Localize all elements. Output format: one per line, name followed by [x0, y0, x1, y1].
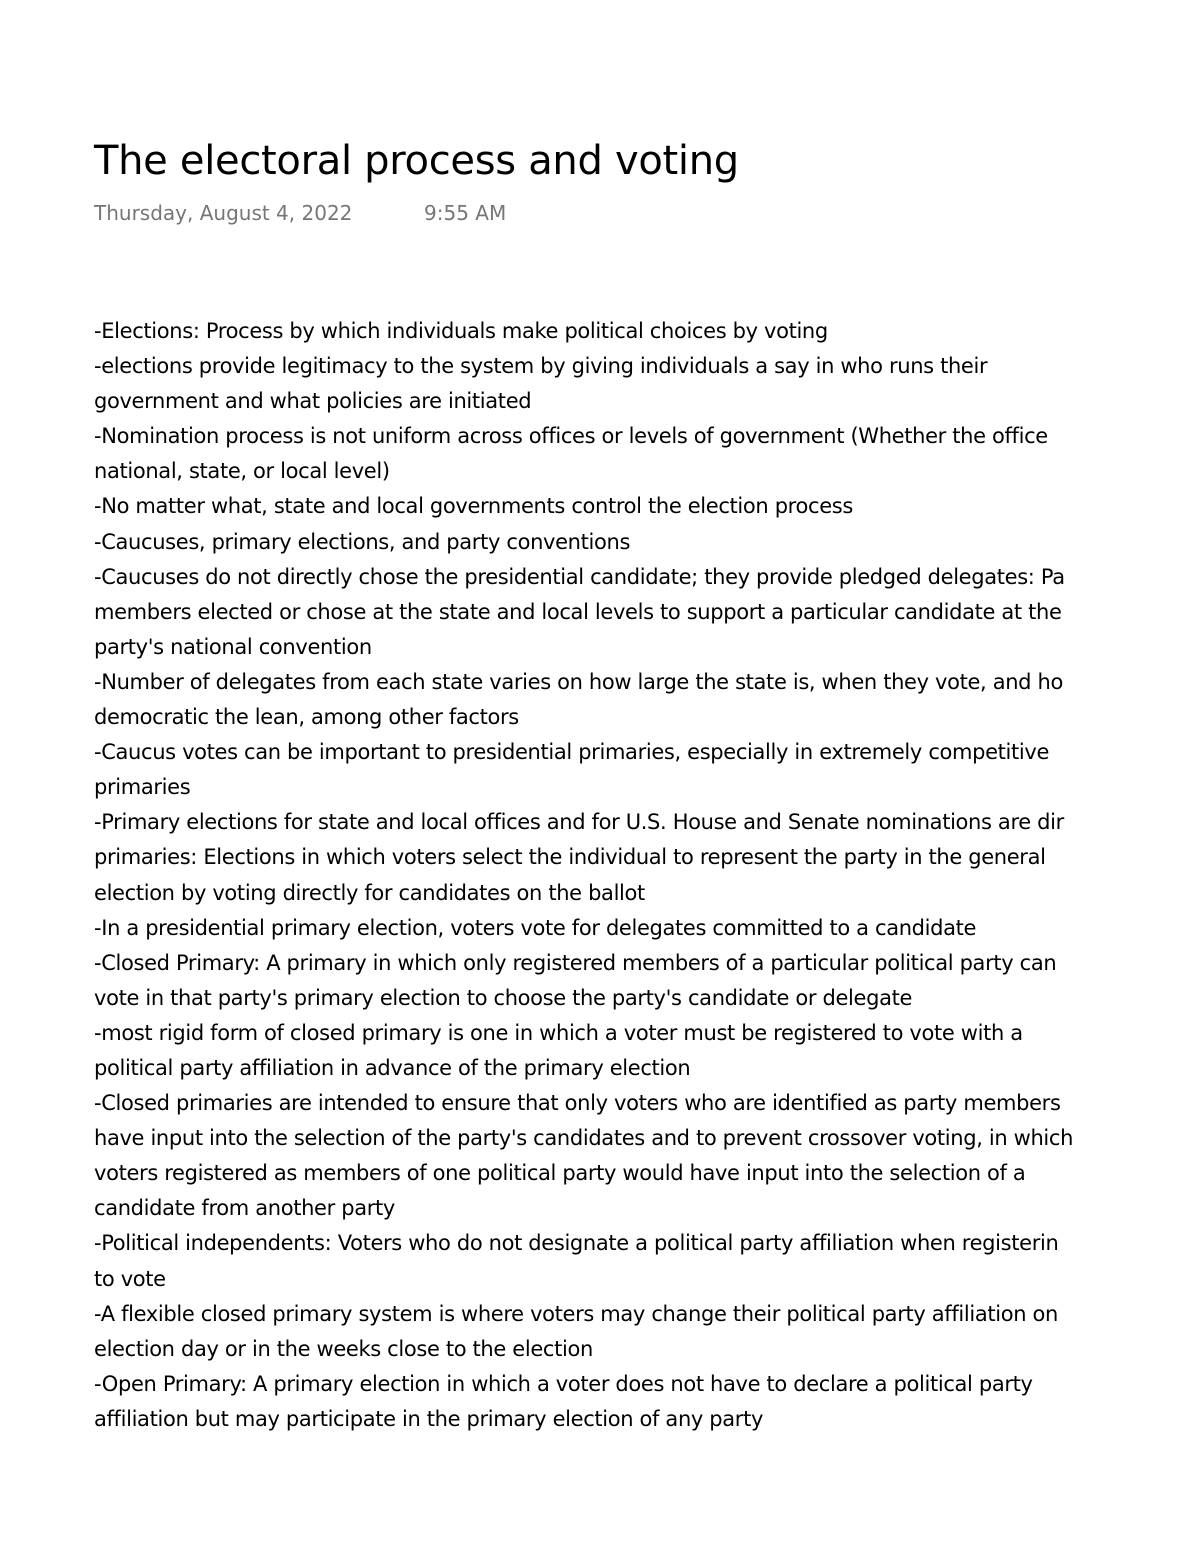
note-text-line: party's national convention — [94, 634, 372, 659]
note-date: Thursday, August 4, 2022 — [94, 201, 353, 225]
note-text-line: candidate from another party — [94, 1196, 395, 1221]
note-timestamp — [94, 199, 506, 227]
note-text-line: affiliation but may participate in the primary election of any party — [94, 1406, 764, 1431]
note-text-line: -elections provide legitimacy to the system by giving individuals a say in who runs their — [94, 354, 988, 379]
note-text-line: national, state, or local level) — [94, 459, 390, 484]
note-time: 9:55 AM — [424, 201, 507, 225]
note-text-line: -Elections: Process by which individuals make political choices by voting — [94, 319, 828, 343]
note-text-line: primaries: Elections in which voters select the individual to represent the party in the general — [94, 845, 1046, 870]
note-text-line: -Caucus votes can be important to presidential primaries, especially in extremely competitive — [94, 740, 1050, 765]
note-text-line: government and what policies are initiated — [94, 389, 532, 414]
note-text-line: -Closed Primary: A primary in which only registered members of a particular political party can — [94, 950, 1057, 975]
note-text-line: -Open Primary: A primary election in which a voter does not have to declare a political party — [94, 1371, 1033, 1396]
note-text-line: -Political independents: Voters who do not designate a political party affiliation when registerin — [94, 1231, 1059, 1256]
note-text-line: election day or in the weeks close to the election — [94, 1336, 593, 1361]
note-text-line: -In a presidential primary election, voters vote for delegates committed to a candidate — [94, 915, 977, 940]
note-text-line: -Caucuses do not directly chose the presidential candidate; they provide pledged delegates: Pa — [94, 564, 1065, 589]
page-title: The electoral process and voting — [94, 138, 739, 184]
note-text-line: -Number of delegates from each state varies on how large the state is, when they vote, and ho — [94, 669, 1063, 694]
note-text-line: -Primary elections for state and local offices and for U.S. House and Senate nominations are dir — [94, 810, 1064, 835]
note-text-line: -Caucuses, primary elections, and party conventions — [94, 529, 631, 554]
note-text-line: -A flexible closed primary system is where voters may change their political party affiliation on — [94, 1301, 1058, 1326]
note-text-line: members elected or chose at the state and local levels to support a particular candidate at the — [94, 599, 1062, 624]
note-text-line: have input into the selection of the party's candidates and to prevent crossover voting, in which — [94, 1126, 1074, 1151]
note-text-line: -Nomination process is not uniform across offices or levels of government (Whether the office — [94, 424, 1048, 449]
note-text-line: -most rigid form of closed primary is one in which a voter must be registered to vote with a — [94, 1020, 1023, 1045]
note-text-line: election by voting directly for candidates on the ballot — [94, 880, 645, 905]
note-body — [94, 314, 1200, 1437]
note-text-line: vote in that party's primary election to choose the party's candidate or delegate — [94, 985, 913, 1010]
note-text-line: primaries — [94, 775, 191, 800]
note-text-line: political party affiliation in advance of the primary election — [94, 1055, 691, 1080]
note-text-line: democratic the lean, among other factors — [94, 705, 519, 730]
note-text-line: -No matter what, state and local governments control the election process — [94, 494, 853, 519]
note-text-line: -Closed primaries are intended to ensure that only voters who are identified as party members — [94, 1091, 1061, 1116]
note-text-line: voters registered as members of one political party would have input into the selection of a — [94, 1161, 1026, 1186]
note-text-line: to vote — [94, 1266, 166, 1291]
